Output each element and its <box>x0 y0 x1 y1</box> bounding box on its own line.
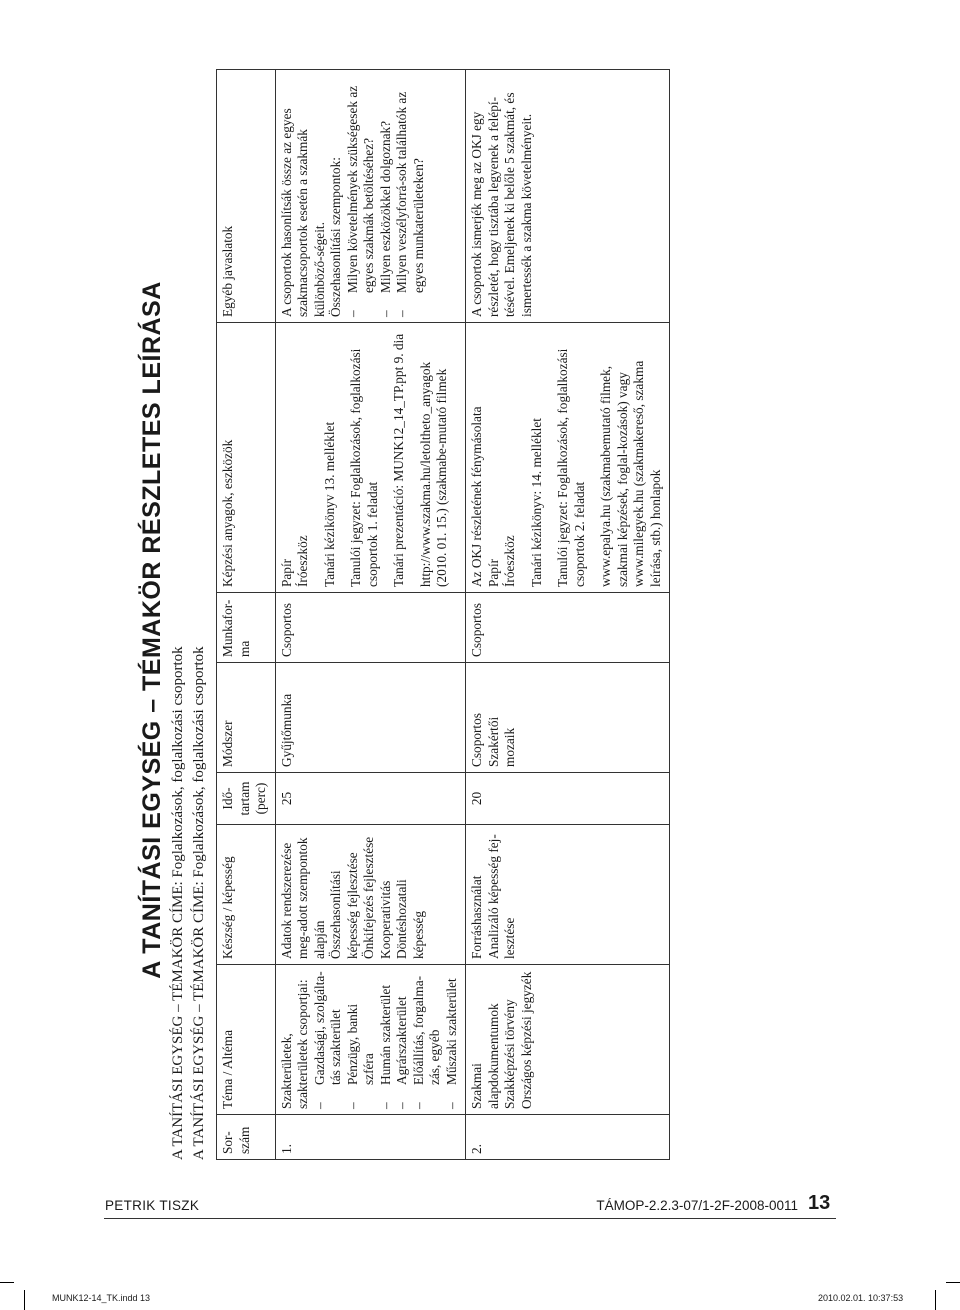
row1-egyeb-intro: A csoportok hasonlítsák össze az egyes szakmacsoportok esetén a szakmák különböző-ségeit. <box>278 108 327 317</box>
list-item: Papír <box>485 558 501 587</box>
row2-egyeb: A csoportok ismerjék meg az OKJ egy részletét, hogy tisztába legyenek a felépí-tésével. Emeljenek ki belőle 5 szakmát, és ismertessék a szakma követelményeit. <box>466 70 670 323</box>
row1-anyagok <box>275 323 466 593</box>
list-item: Csoportos <box>469 713 484 767</box>
row1-egyeb-sub: Összehasonlítási szempontok: <box>328 157 343 317</box>
list-item: Adatok rendszerezése meg-adott szempontok alapján <box>278 837 327 959</box>
header-egyeb: Egyéb javaslatok <box>217 70 276 323</box>
crop-mark <box>0 1282 14 1283</box>
header-idotartam-line3: (perc) <box>253 782 268 815</box>
list-item: Tanári kézikönyv 13. melléklet <box>321 421 337 587</box>
list-item: –Milyen követelmények szükségesek az egyes szakmák betöltéséhez? <box>344 85 376 317</box>
row1-tema-intro: Szakterületek, szakterületek csoportjai: <box>278 979 310 1109</box>
crop-mark <box>935 1290 936 1310</box>
list-item: Tanulói jegyzet: Foglalkozások, foglalkozási csoportok 2. feladat <box>555 348 587 587</box>
list-item: mozaik <box>502 727 517 767</box>
crop-mark <box>946 1282 960 1283</box>
row2-sorszam: 2. <box>466 1115 670 1160</box>
list-item: –Gazdasági, szolgálta-tás szakterület <box>311 971 343 1109</box>
table-row <box>466 70 670 1160</box>
list-item: –Pénzügy, banki szféra <box>344 1003 376 1109</box>
list-item: Országos képzési jegyzék <box>518 971 534 1109</box>
table-header-row <box>217 70 276 1160</box>
crop-mark <box>24 1290 25 1310</box>
page-number: 13 <box>808 1192 831 1214</box>
list-item: Döntéshozatali képesség <box>394 879 426 959</box>
list-item: Forráshasználat <box>469 875 484 959</box>
printline-left: MUNK12-14_TK.indd 13 <box>52 1293 151 1303</box>
list-item: Szakmai alapdokumentumok <box>469 1003 501 1109</box>
footer-right: TÁMOP-2.2.3-07/1-2F-2008-0011 <box>596 1198 798 1213</box>
list-item: Íróeszköz <box>295 535 310 587</box>
header-munkaforma: Munkafor-ma <box>217 593 276 663</box>
header-modszer: Módszer <box>217 663 276 773</box>
list-item: –Műszaki szakterület <box>443 978 459 1109</box>
list-item: –Milyen veszélyforrá-sok találhatók az egyes munkaterületeken? <box>394 91 426 317</box>
header-tema: Téma / Altéma <box>217 965 276 1115</box>
row1-keszseg <box>275 825 466 965</box>
header-sorszam: Sor-szám <box>217 1115 276 1160</box>
printline-right: 2010.02.01. 10:37:53 <box>818 1293 904 1303</box>
list-item: Szakértői <box>485 716 501 767</box>
list-item: Íróeszköz <box>502 535 517 587</box>
table-row <box>275 70 466 1160</box>
list-item: Kooperativitás <box>377 880 393 959</box>
list-item: –Előállítás, forgalma-zás, egyéb <box>410 975 442 1109</box>
page-title: A TANÍTÁSI EGYSÉG – TÉMAKÖR RÉSZLETES LEÍRÁSA <box>138 281 166 979</box>
row1-sorszam: 1. <box>275 1115 466 1160</box>
rotated-page-content <box>128 60 748 1200</box>
row2-tema <box>466 965 670 1115</box>
list-item: Szakképzési törvény <box>502 999 517 1109</box>
row1-tema <box>275 965 466 1115</box>
row1-munkaforma: Csoportos <box>275 593 466 663</box>
header-anyagok: Képzési anyagok, eszközök <box>217 323 276 593</box>
header-idotartam <box>217 773 276 825</box>
list-item: Tanári kézikönyv: 14. melléklet <box>528 418 544 587</box>
list-item: Tanulói jegyzet: Foglalkozások, foglalkozási csoportok 1. feladat <box>348 348 380 587</box>
list-item: Analizáló képesség fej-lesztése <box>485 834 517 959</box>
list-item: –Humán szakterület <box>377 984 393 1109</box>
row2-munkaforma: Csoportos <box>466 593 670 663</box>
list-item: Az OKJ részletének fénymásolata <box>469 406 484 587</box>
header-idotartam-line1: Idő- <box>220 787 235 810</box>
row1-modszer: Gyűjtőmunka <box>275 663 466 773</box>
topic-line: A TANÍTÁSI EGYSÉG – TÉMAKÖR CÍME: Foglalkozások, foglalkozási csoportok <box>170 646 186 1160</box>
row2-keszseg <box>466 825 670 965</box>
list-item: Tanári prezentáció: MUNK12_14_TP.ppt 9. dia <box>391 333 406 587</box>
list-item: –Agrárszakterület <box>394 996 409 1109</box>
list-item: http://www.szakma.hu/letoltheto_anyagok (2010. 01. 15.) (szakmabe-mutató filmek <box>417 361 449 587</box>
list-item: Papír <box>278 558 294 587</box>
list-item: Önkifejezés fejlesztése <box>361 836 376 959</box>
footer-left: PETRIK TISZK <box>105 1198 200 1213</box>
list-item: –Milyen eszközökkel dolgoznak? <box>377 120 393 317</box>
lesson-table <box>216 69 670 1160</box>
header-keszseg: Készség / képesség <box>217 825 276 965</box>
row1-egyeb <box>275 70 466 323</box>
row1-idotartam: 25 <box>275 773 466 825</box>
list-item: Összehasonlítási képesség fejlesztése <box>328 852 360 959</box>
footer-rule <box>104 1218 836 1219</box>
list-item: www.epalya.hu (szakmabemutató filmek, szakmai képzések, foglal-kozások) vagy www.milegyek.hu (szakmakereső, szakma leírása, stb.) honlapok <box>598 360 663 587</box>
topic-title: A TANÍTÁSI EGYSÉG – TÉMAKÖR CÍME: Foglalkozások, foglalkozási csoportok <box>191 646 207 1160</box>
row2-idotartam: 20 <box>466 773 670 825</box>
header-idotartam-line2: tartam <box>236 781 252 816</box>
row2-modszer <box>466 663 670 773</box>
row2-anyagok <box>466 323 670 593</box>
